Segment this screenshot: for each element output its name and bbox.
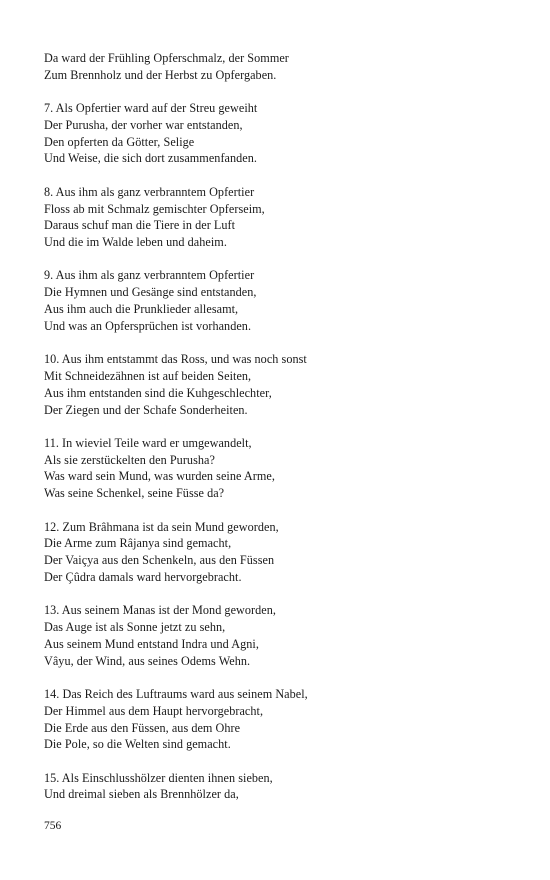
verse-line: 15. Als Einschlusshölzer dienten ihnen sieben, bbox=[44, 770, 273, 785]
verse-line: Der Himmel aus dem Haupt hervorgebracht, bbox=[44, 703, 264, 718]
verse-line: Den opferten da Götter, Selige bbox=[44, 134, 195, 149]
verse-line: Was seine Schenkel, seine Füsse da? bbox=[44, 486, 225, 501]
verse-line: Zum Brennholz und der Herbst zu Opfergaben. bbox=[44, 67, 277, 82]
stanza-7 bbox=[44, 100, 524, 167]
verse-line: Die Erde aus den Füssen, aus dem Ohre bbox=[44, 720, 241, 735]
stanza-0 bbox=[44, 50, 524, 84]
stanza-9 bbox=[44, 267, 524, 334]
verse-line: 14. Das Reich des Luftraums ward aus seinem Nabel, bbox=[44, 686, 308, 701]
verse-line: Was ward sein Mund, was wurden seine Arme, bbox=[44, 469, 275, 484]
verse-line: Aus seinem Mund entstand Indra und Agni, bbox=[44, 636, 259, 651]
stanza-11 bbox=[44, 435, 524, 502]
stanza-13 bbox=[44, 602, 524, 669]
verse-line: Und was an Opfersprüchen ist vorhanden. bbox=[44, 318, 252, 333]
verse-line: Der Ziegen und der Schafe Sonderheiten. bbox=[44, 402, 248, 417]
stanza-12 bbox=[44, 519, 524, 586]
verse-line: Vâyu, der Wind, aus seines Odems Wehn. bbox=[44, 653, 251, 668]
verse-line: 12. Zum Brâhmana ist da sein Mund geworden, bbox=[44, 519, 279, 534]
verse-line: Floss ab mit Schmalz gemischter Opferseim, bbox=[44, 201, 265, 216]
verse-line: Daraus schuf man die Tiere in der Luft bbox=[44, 218, 236, 233]
verse-line: 8. Aus ihm als ganz verbranntem Opfertier bbox=[44, 184, 255, 199]
verse-line: Das Auge ist als Sonne jetzt zu sehn, bbox=[44, 620, 226, 635]
verse-line: Der Purusha, der vorher war entstanden, bbox=[44, 117, 243, 132]
verse-line: Der Çûdra damals ward hervorgebracht. bbox=[44, 569, 242, 584]
page-number: 756 bbox=[44, 820, 62, 832]
verse-line: Die Hymnen und Gesänge sind entstanden, bbox=[44, 285, 257, 300]
verse-line: Und die im Walde leben und daheim. bbox=[44, 235, 227, 250]
poem-text bbox=[44, 50, 524, 820]
verse-line: Und dreimal sieben als Brennhölzer da, bbox=[44, 787, 239, 802]
verse-line: Aus ihm entstanden sind die Kuhgeschlechter, bbox=[44, 385, 272, 400]
stanza-14 bbox=[44, 686, 524, 753]
verse-line: Die Arme zum Râjanya sind gemacht, bbox=[44, 536, 232, 551]
verse-line: Der Vaiçya aus den Schenkeln, aus den Füssen bbox=[44, 553, 275, 568]
stanza-8 bbox=[44, 184, 524, 251]
verse-line: 10. Aus ihm entstammt das Ross, und was noch sonst bbox=[44, 352, 307, 367]
verse-line: 7. Als Opfertier ward auf der Streu geweiht bbox=[44, 101, 258, 116]
verse-line: Mit Schneidezähnen ist auf beiden Seiten, bbox=[44, 368, 252, 383]
verse-line: Als sie zerstückelten den Purusha? bbox=[44, 452, 215, 467]
verse-line: 9. Aus ihm als ganz verbranntem Opfertier bbox=[44, 268, 255, 283]
stanza-15 bbox=[44, 770, 524, 804]
verse-line: 11. In wieviel Teile ward er umgewandelt, bbox=[44, 435, 252, 450]
verse-line: Und Weise, die sich dort zusammenfanden. bbox=[44, 151, 258, 166]
verse-line: Die Pole, so die Welten sind gemacht. bbox=[44, 737, 231, 752]
verse-line: Da ward der Frühling Opferschmalz, der Sommer bbox=[44, 51, 289, 65]
stanza-10 bbox=[44, 351, 524, 418]
verse-line: Aus ihm auch die Prunklieder allesamt, bbox=[44, 302, 239, 317]
verse-line: 13. Aus seinem Manas ist der Mond geworden, bbox=[44, 603, 276, 618]
